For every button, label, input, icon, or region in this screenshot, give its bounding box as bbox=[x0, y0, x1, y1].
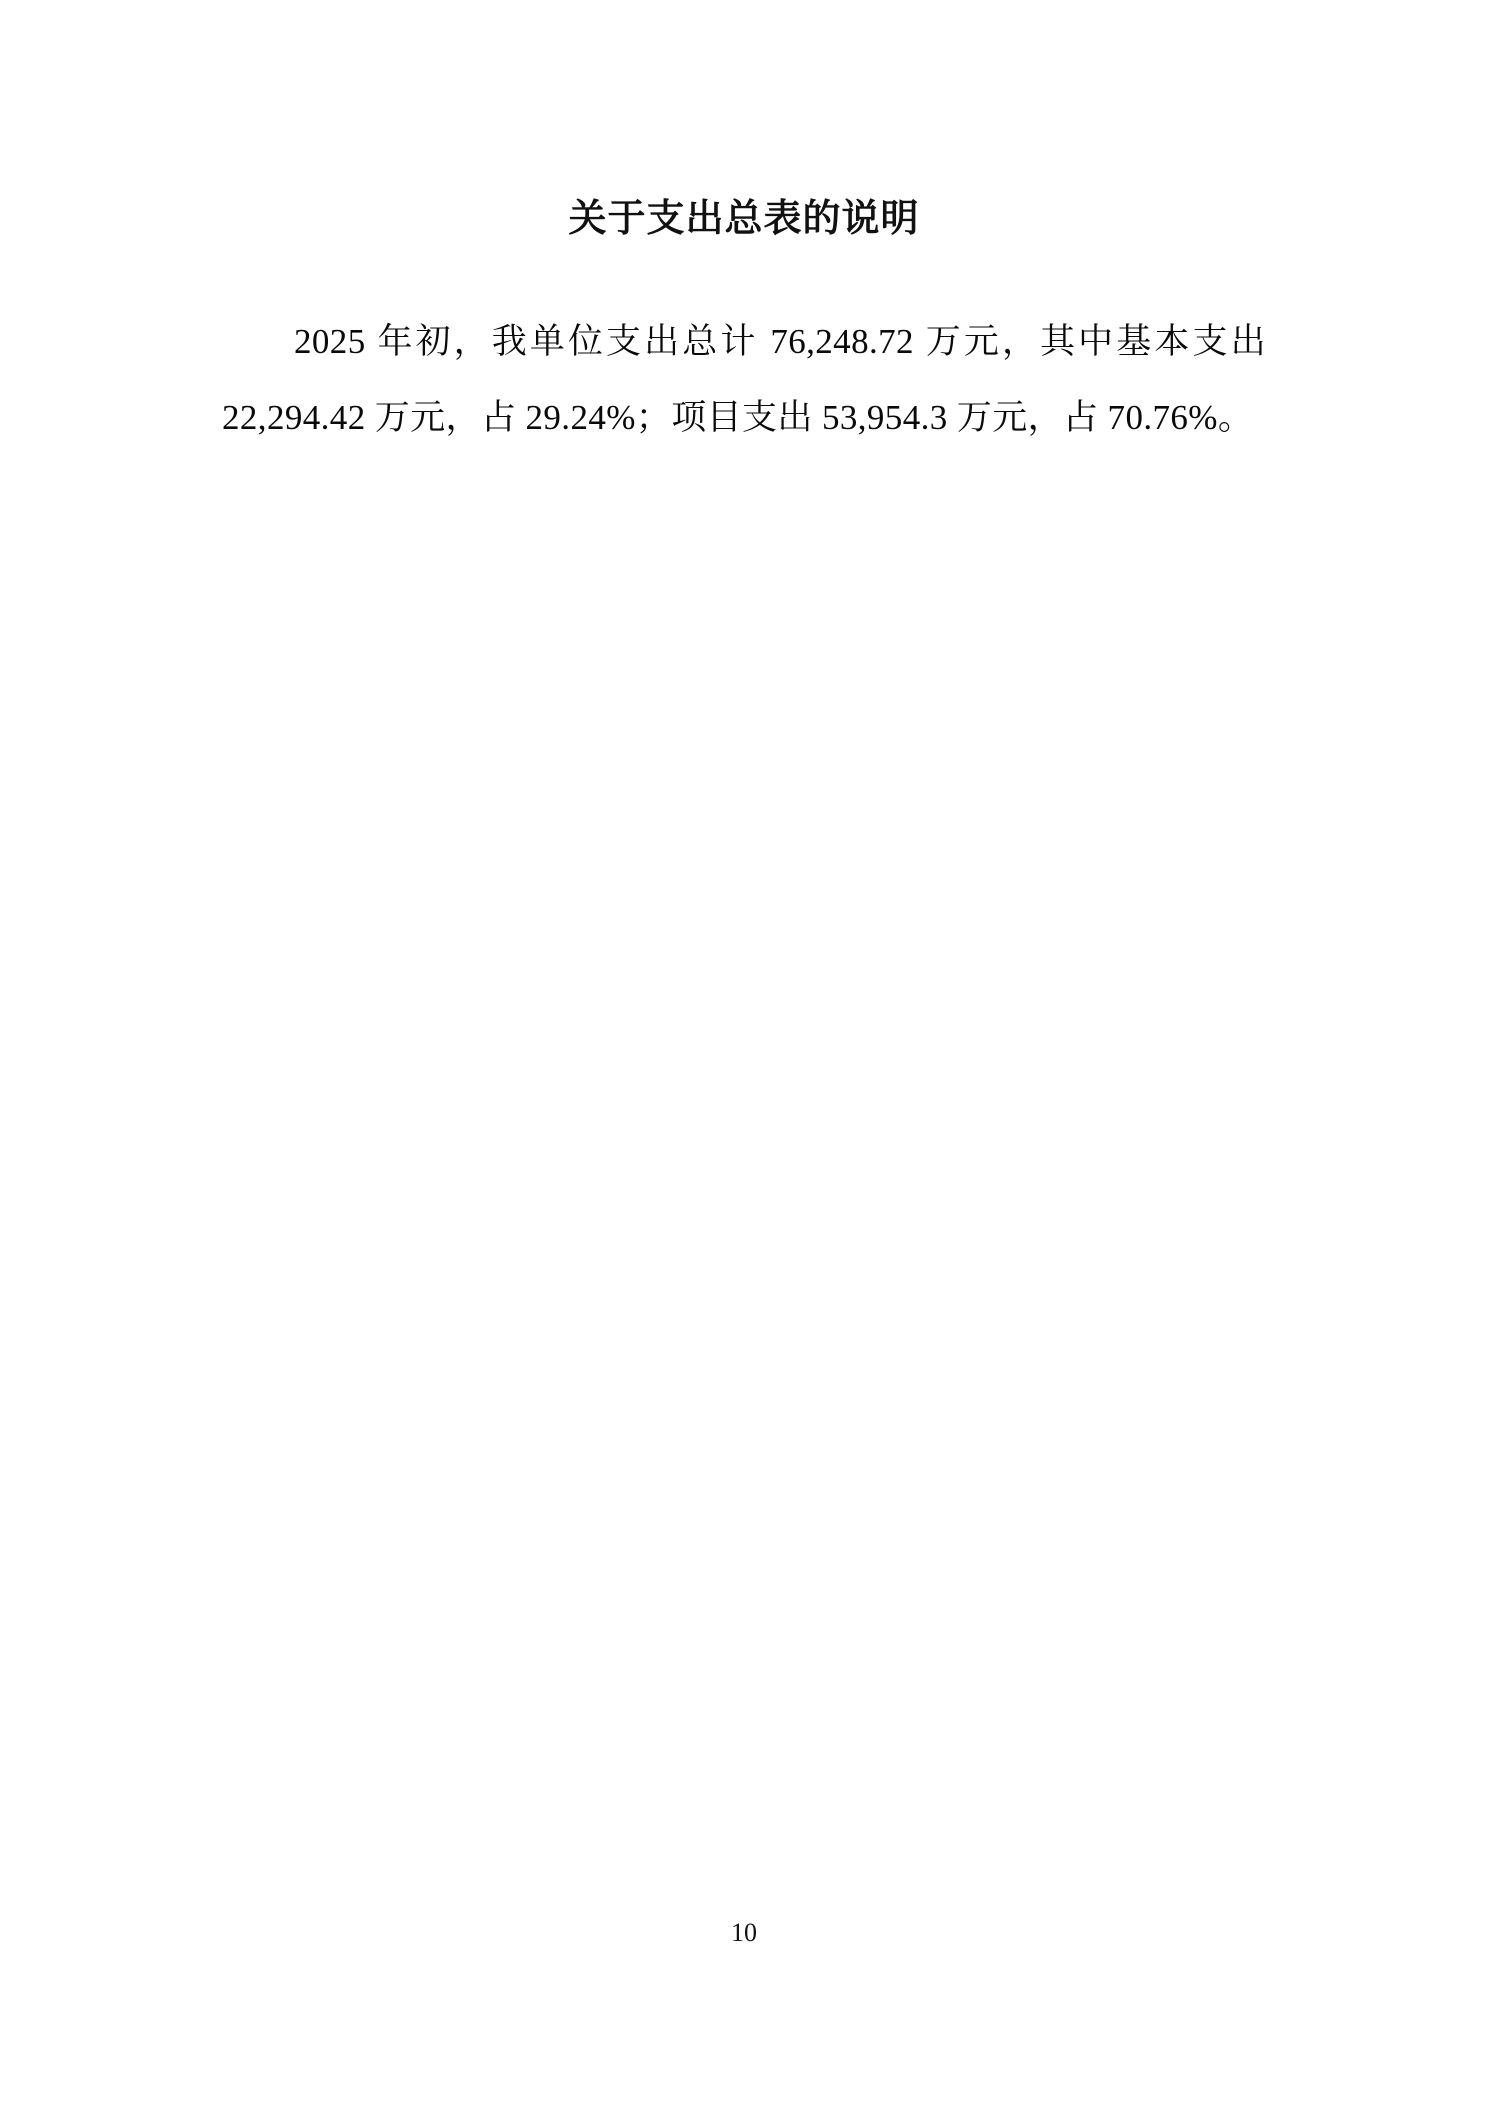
document-body bbox=[222, 190, 1266, 456]
page-number: 10 bbox=[731, 1918, 757, 1947]
paragraph-expenditure-summary: 2025 年初，我单位支出总计 76,248.72 万元，其中基本支出 22,294.42 万元，占 29.24%；项目支出 53,954.3 万元，占 70.76%。 bbox=[222, 322, 1266, 437]
page-title: 关于支出总表的说明 bbox=[568, 196, 920, 240]
